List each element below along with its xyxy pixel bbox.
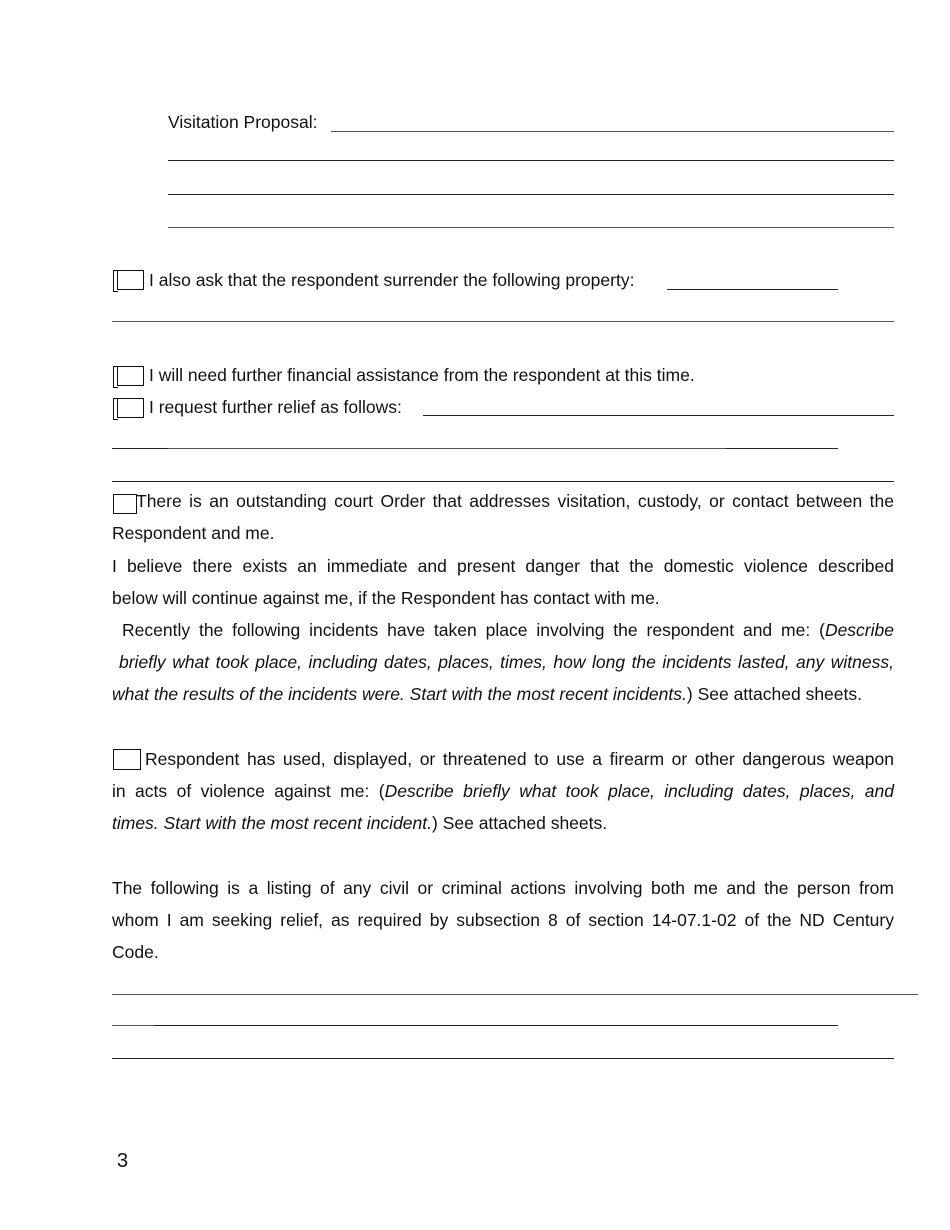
further-relief-line-2b[interactable] [168,448,726,449]
surrender-property-text: I also ask that the respondent surrender the following property: [149,270,635,290]
page-number: 3 [117,1150,129,1172]
incidents-paragraph [112,614,894,710]
danger-paragraph [112,550,894,614]
financial-assistance-checkbox[interactable] [117,366,144,386]
visitation-line-3[interactable] [168,194,894,195]
further-relief-field[interactable] [423,415,894,416]
firearm-line-3: times. Start with the most recent incident.) See attached sheets. [112,813,608,833]
firearm-line-2: in acts of violence against me: (Describe briefly what took place, including dates, places, and [112,781,895,801]
incidents-line-1: Recently the following incidents have taken place involving the respondent and me: (Describe [122,620,894,640]
further-relief-text: I request further relief as follows: [149,397,402,417]
further-relief-checkbox[interactable] [117,398,144,418]
visitation-line-4[interactable] [168,227,894,228]
court-order-line-2: Respondent and me. [112,523,275,543]
surrender-property-line-2[interactable] [112,321,894,322]
listing-line-3: Code. [112,942,159,962]
further-relief-line-3[interactable] [112,481,894,482]
visitation-proposal-label: Visitation Proposal: [168,112,318,132]
listing-line-2: whom I am seeking relief, as required by subsection 8 of section 14-07.1-02 of the ND Century [112,910,894,930]
listing-line-field-2b[interactable] [154,1025,838,1026]
incidents-line-3: what the results of the incidents were. Start with the most recent incidents.) See attached sheets. [112,684,862,704]
visitation-proposal-field[interactable] [331,131,894,132]
firearm-paragraph [112,743,894,839]
listing-paragraph [112,872,894,968]
surrender-property-field[interactable] [667,289,838,290]
danger-line-1: I believe there exists an immediate and present danger that the domestic violence described [112,556,894,576]
listing-line-field-3[interactable] [112,1058,894,1059]
financial-assistance-text: I will need further financial assistance from the respondent at this time. [149,365,695,385]
danger-line-2: below will continue against me, if the Respondent has contact with me. [112,588,660,608]
further-relief-line-2c[interactable] [726,448,838,449]
incidents-line-2: briefly what took place, including dates, places, times, how long the incidents lasted, any witness, [119,652,894,672]
court-order-paragraph [112,485,894,549]
listing-line-1: The following is a listing of any civil or criminal actions involving both me and the person from [112,878,894,898]
further-relief-line-2a[interactable] [112,448,168,449]
firearm-line-1: Respondent has used, displayed, or threatened to use a firearm or other dangerous weapon [145,749,894,769]
listing-line-field-2a[interactable] [112,1025,154,1026]
surrender-property-checkbox[interactable] [117,270,144,290]
listing-line-field-1[interactable] [112,994,918,995]
visitation-line-2[interactable] [168,160,894,161]
court-order-line-1: There is an outstanding court Order that addresses visitation, custody, or contact between the [136,491,894,511]
